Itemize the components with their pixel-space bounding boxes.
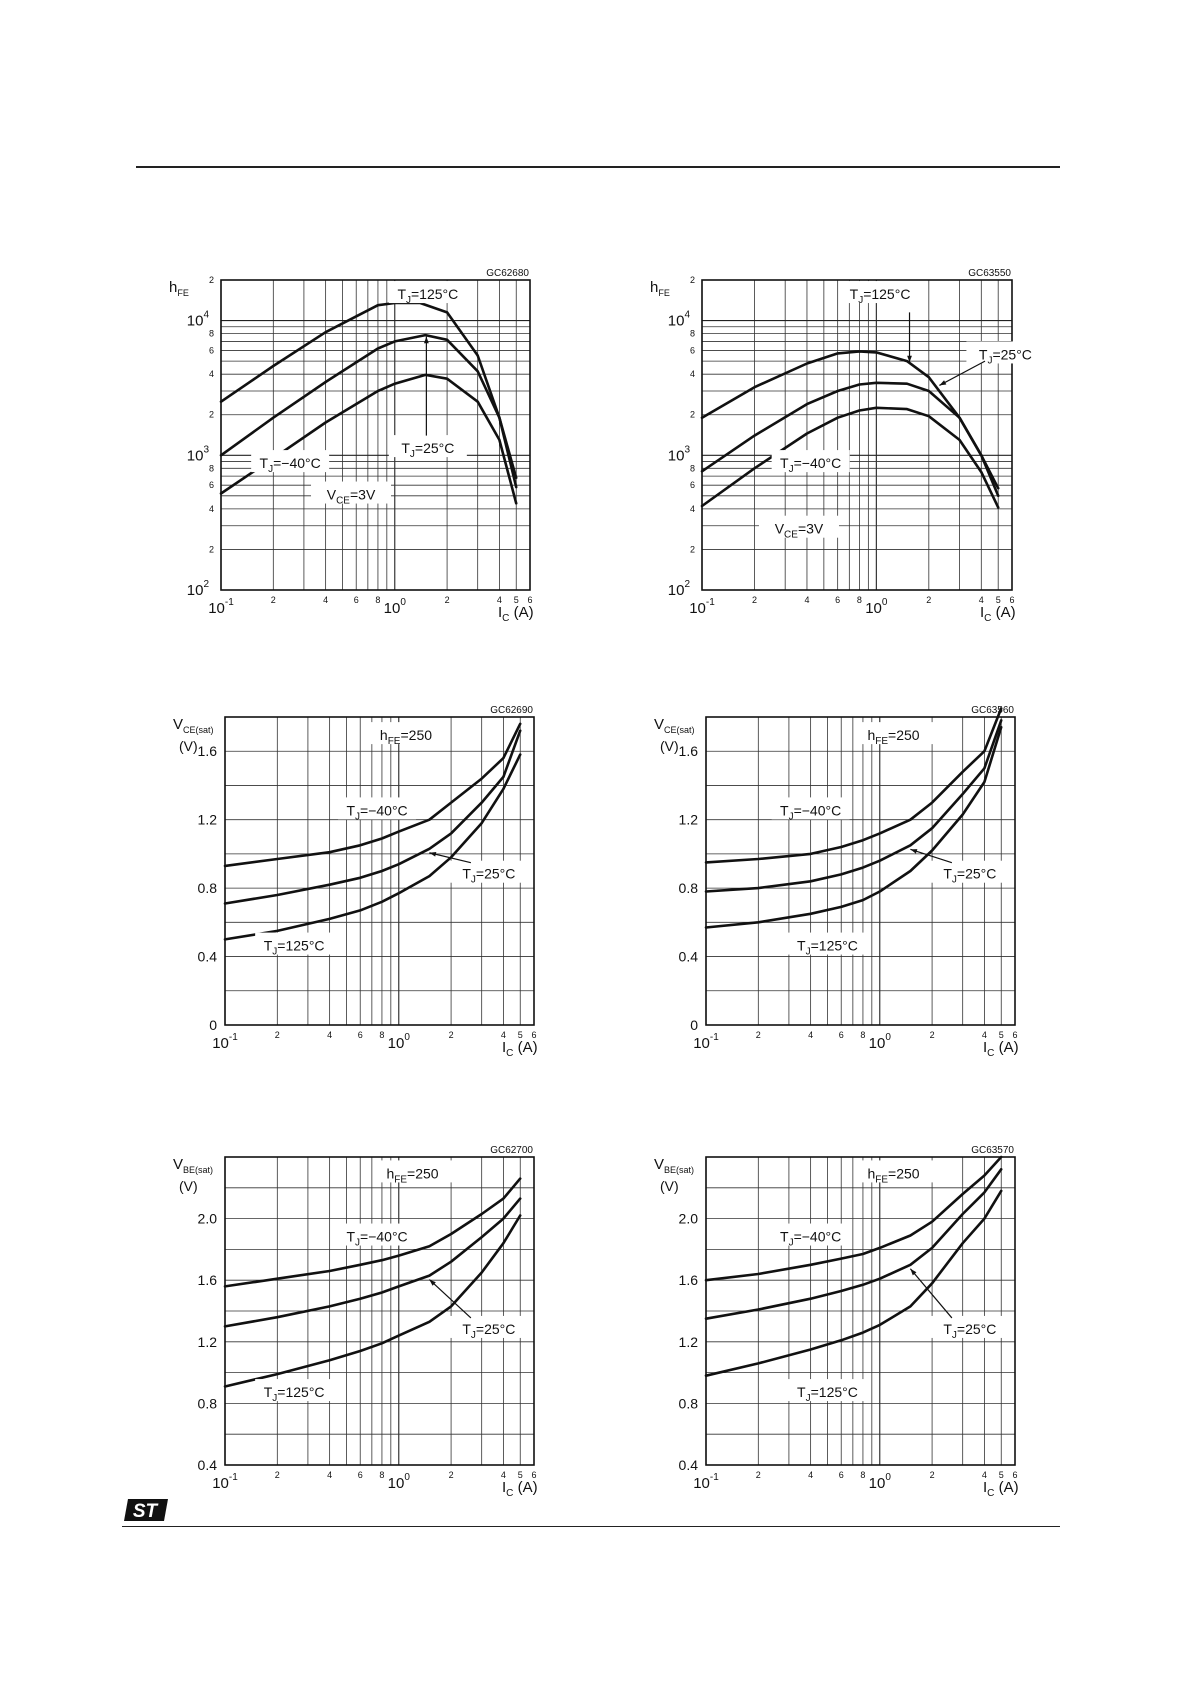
x-tick-label: $10^{-1}$ [689, 597, 715, 617]
x-tick-label: $10^0$ [868, 1032, 891, 1052]
x-tick-label: 4 [804, 595, 810, 605]
pointer-line [910, 1269, 952, 1318]
x-tick-label: 4 [323, 595, 329, 605]
temperature-label: $T_J=25^\circ C$ [401, 440, 455, 461]
y-tick-label: 0.4 [678, 948, 698, 965]
y-tick-label: $10^3$ [186, 444, 209, 465]
x-tick-label: 6 [357, 1470, 363, 1480]
x-tick-label: 6 [357, 1030, 363, 1040]
y-tick-label: 1.2 [678, 811, 698, 828]
x-tick-label: 2 [274, 1030, 280, 1040]
x-tick-label: 4 [327, 1030, 333, 1040]
temperature-label: $T_J=-40^\circ C$ [780, 802, 842, 823]
y-tick-label: 2 [208, 409, 214, 420]
y-axis-title: $V_{CE(sat)}$ [173, 716, 214, 735]
temperature-label: $T_J=25^\circ C$ [943, 1320, 997, 1341]
y-axis-title: $h_{FE}$ [650, 279, 670, 298]
x-tick-label: 8 [375, 595, 381, 605]
x-tick-label: $10^{-1}$ [212, 1472, 238, 1492]
x-tick-label: 2 [751, 595, 757, 605]
y-axis-title: $V_{CE(sat)}$ [654, 716, 695, 735]
x-tick-label: 4 [808, 1030, 814, 1040]
y-tick-label: 4 [208, 503, 214, 514]
chart-code: GC63570 [971, 1145, 1014, 1156]
x-tick-label: 6 [838, 1030, 844, 1040]
y-tick-label: 2 [208, 275, 214, 285]
x-tick-label: 4 [981, 1470, 987, 1480]
y-axis-title: $V_{BE(sat)}$ [654, 1156, 695, 1175]
x-tick-label: $10^{-1}$ [693, 1032, 719, 1052]
chart-code: GC63560 [971, 705, 1014, 716]
x-axis-title: $I_C$ (A) [983, 1039, 1019, 1059]
x-tick-label: 4 [500, 1030, 506, 1040]
x-tick-label: 2 [755, 1030, 761, 1040]
y-tick-label: 1.2 [197, 1333, 217, 1350]
temperature-label: $T_J=25^\circ C$ [462, 865, 516, 886]
x-tick-label: 5 [998, 1470, 1004, 1480]
x-tick-label: 8 [860, 1470, 866, 1480]
y-tick-label: 8 [208, 328, 214, 339]
x-tick-label: $10^0$ [387, 1032, 410, 1052]
x-tick-label: 6 [835, 595, 841, 605]
x-tick-label: 6 [353, 595, 359, 605]
x-tick-label: 4 [500, 1470, 506, 1480]
y-axis-title: $h_{FE}$ [169, 279, 189, 298]
y-tick-label: 0.8 [678, 1395, 698, 1412]
y-tick-label: 2 [689, 409, 695, 420]
st-logo [124, 1497, 170, 1523]
temperature-label: $T_J=125^\circ C$ [797, 1384, 858, 1405]
condition-label: $h_{FE}=250$ [386, 1165, 439, 1186]
x-tick-label: 5 [517, 1030, 523, 1040]
x-tick-label: 4 [978, 595, 984, 605]
x-tick-label: $10^0$ [865, 597, 888, 617]
y-tick-label: $10^2$ [667, 579, 690, 599]
x-axis-title: $I_C$ (A) [498, 604, 534, 624]
y-axis-unit: (V) [179, 1178, 198, 1194]
y-tick-label: 2 [689, 544, 695, 555]
temperature-label: $T_J=-40^\circ C$ [346, 802, 408, 823]
y-tick-label: 2 [689, 275, 695, 285]
x-axis-title: $I_C$ (A) [980, 604, 1016, 624]
x-tick-label: 4 [327, 1470, 333, 1480]
y-tick-label: 1.6 [678, 743, 698, 760]
y-tick-label: 0 [690, 1017, 698, 1033]
y-tick-label: 8 [689, 328, 695, 339]
y-tick-label: 2 [208, 544, 214, 555]
chart-code: GC63550 [968, 268, 1011, 279]
x-tick-label: 2 [929, 1030, 935, 1040]
x-tick-label: 6 [527, 595, 533, 605]
x-tick-label: 5 [513, 595, 519, 605]
y-axis-unit: (V) [179, 738, 198, 754]
x-tick-label: 5 [517, 1470, 523, 1480]
condition-label: $V_{CE}=3V$ [326, 486, 376, 507]
x-tick-label: 4 [808, 1470, 814, 1480]
temperature-label: $T_J=125^\circ C$ [263, 1384, 325, 1405]
x-tick-label: $10^{-1}$ [208, 597, 234, 617]
x-tick-label: 6 [531, 1470, 537, 1480]
y-tick-label: 0.8 [197, 880, 217, 897]
y-axis-unit: (V) [660, 1178, 679, 1194]
temperature-label: $T_J=-40^\circ C$ [346, 1228, 408, 1249]
temperature-label: $T_J=25^\circ C$ [943, 865, 997, 886]
x-tick-label: $10^{-1}$ [212, 1032, 238, 1052]
y-tick-label: 0 [209, 1017, 217, 1033]
y-tick-label: 1.2 [678, 1333, 698, 1350]
y-tick-label: 6 [689, 480, 695, 491]
footer-rule [122, 1526, 1060, 1527]
y-tick-label: 6 [689, 345, 695, 356]
y-tick-label: 6 [208, 480, 214, 491]
y-axis-title: $V_{BE(sat)}$ [173, 1156, 214, 1175]
st-logo-text: ST [132, 1501, 158, 1522]
x-axis-title: $I_C$ (A) [502, 1479, 538, 1499]
y-tick-label: 8 [689, 463, 695, 474]
y-tick-label: 2.0 [678, 1210, 698, 1227]
y-tick-label: 0.4 [197, 948, 217, 965]
chart-code: GC62680 [486, 268, 529, 279]
x-tick-label: 2 [444, 595, 450, 605]
x-tick-label: 2 [929, 1470, 935, 1480]
y-tick-label: $10^2$ [186, 579, 209, 599]
x-tick-label: $10^0$ [383, 597, 406, 617]
x-tick-label: 6 [1012, 1030, 1018, 1040]
x-tick-label: 2 [270, 595, 276, 605]
y-tick-label: $10^4$ [186, 309, 209, 330]
y-tick-label: 0.8 [197, 1395, 217, 1412]
x-tick-label: 4 [496, 595, 502, 605]
y-tick-label: 1.6 [197, 1272, 217, 1289]
x-tick-label: 5 [998, 1030, 1004, 1040]
condition-label: $h_{FE}=250$ [379, 727, 433, 748]
temperature-label: $T_J=-40^\circ C$ [780, 1228, 842, 1249]
y-axis-unit: (V) [660, 738, 679, 754]
x-tick-label: 6 [531, 1030, 537, 1040]
x-tick-label: 8 [856, 595, 862, 605]
x-tick-label: 2 [448, 1030, 454, 1040]
y-tick-label: 0.4 [197, 1457, 217, 1473]
x-tick-label: 5 [995, 595, 1001, 605]
chart-code: GC62690 [490, 705, 533, 716]
temperature-label: $T_J=-40^\circ C$ [780, 455, 842, 476]
temperature-label: $T_J=125^\circ C$ [397, 286, 459, 307]
y-tick-label: 1.6 [678, 1272, 698, 1289]
x-tick-label: 8 [379, 1470, 385, 1480]
temperature-label: $T_J=25^\circ C$ [462, 1320, 516, 1341]
y-tick-label: 1.2 [197, 811, 217, 828]
temperature-label: $T_J=25^\circ C$ [978, 346, 1032, 367]
temperature-label: $T_J=-40^\circ C$ [259, 455, 321, 476]
condition-label: $h_{FE}=250$ [867, 727, 920, 748]
temperature-label: $T_J=125^\circ C$ [263, 937, 325, 958]
x-tick-label: 8 [860, 1030, 866, 1040]
x-tick-label: 2 [448, 1470, 454, 1480]
x-tick-label: $10^{-1}$ [693, 1472, 719, 1492]
condition-label: $V_{CE}=3V$ [774, 520, 824, 541]
y-tick-label: 4 [689, 503, 695, 514]
x-tick-label: 6 [838, 1470, 844, 1480]
x-tick-label: 4 [981, 1030, 987, 1040]
x-axis-title: $I_C$ (A) [983, 1479, 1019, 1499]
y-tick-label: 0.4 [678, 1457, 698, 1473]
y-tick-label: $10^3$ [667, 444, 690, 465]
x-axis-title: $I_C$ (A) [502, 1039, 538, 1059]
temperature-label: $T_J=125^\circ C$ [797, 937, 858, 958]
x-tick-label: 2 [926, 595, 932, 605]
y-tick-label: 6 [208, 345, 214, 356]
y-tick-label: 0.8 [678, 880, 698, 897]
x-tick-label: $10^0$ [387, 1472, 410, 1492]
series-curve [706, 1169, 1001, 1318]
y-tick-label: 8 [208, 463, 214, 474]
y-tick-label: 4 [208, 369, 214, 380]
x-tick-label: 6 [1012, 1470, 1018, 1480]
y-tick-label: $10^4$ [667, 309, 690, 330]
x-tick-label: $10^0$ [868, 1472, 891, 1492]
x-tick-label: 2 [274, 1470, 280, 1480]
temperature-label: $T_J=125^\circ C$ [849, 286, 911, 307]
y-tick-label: 1.6 [197, 743, 217, 760]
y-tick-label: 2.0 [197, 1210, 217, 1227]
x-tick-label: 6 [1009, 595, 1015, 605]
chart-code: GC62700 [490, 1145, 533, 1156]
condition-label: $h_{FE}=250$ [867, 1165, 920, 1186]
y-tick-label: 4 [689, 369, 695, 380]
x-tick-label: 2 [755, 1470, 761, 1480]
x-tick-label: 8 [379, 1030, 385, 1040]
